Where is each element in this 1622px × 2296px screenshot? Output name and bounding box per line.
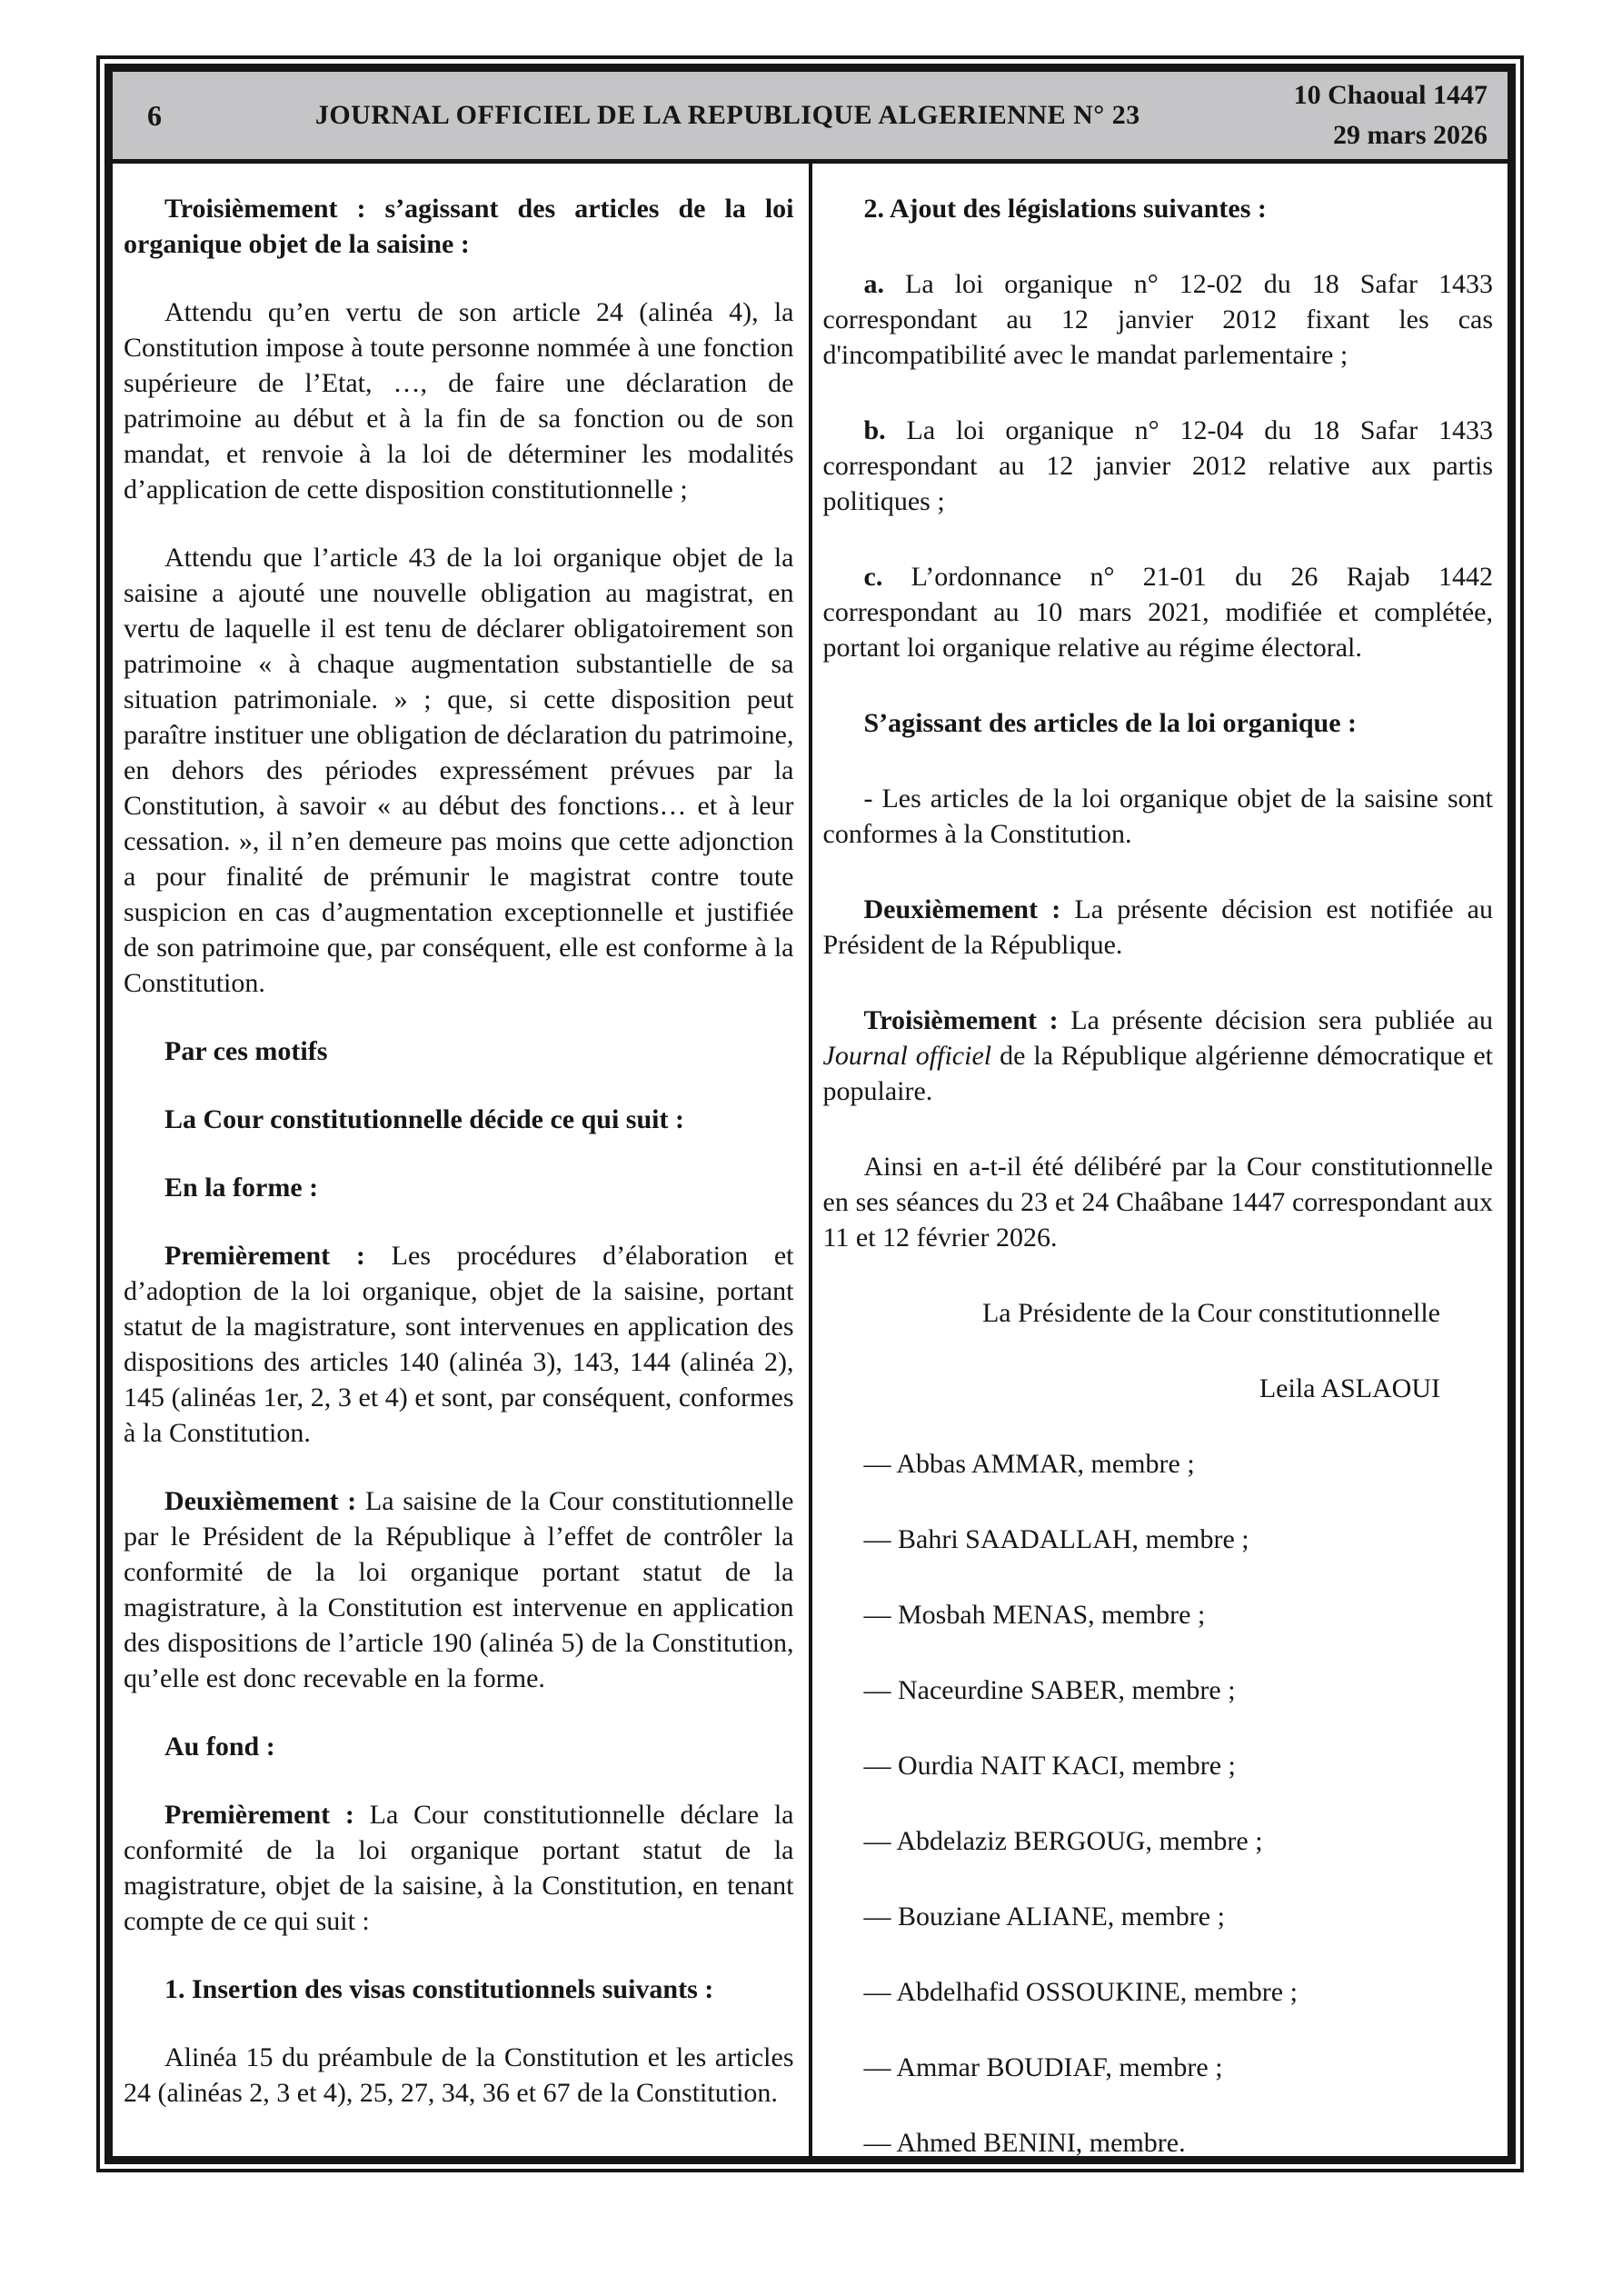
text-run: La loi organique n° 12-02 du 18 Safar 1433 correspondant au 12 janvier 2012 fixant les cas d'incompatibilité avec le mandat parlementaire ; [822, 269, 1493, 370]
member-item [823, 2125, 1494, 2161]
hijri-date: 10 Chaoual 1447 [1293, 80, 1488, 110]
section-heading [124, 1102, 794, 1137]
member-item [823, 1446, 1494, 1482]
text-run: de la République algérienne démocratique et populaire. [822, 1041, 1494, 1106]
page-body [113, 164, 1508, 2156]
text-run: La présente décision est notifiée au Président de la République. [822, 894, 1493, 960]
text-run: Troisièmement : [863, 1005, 1071, 1035]
body-paragraph [124, 540, 794, 1001]
text-run: — Abdelaziz BERGOUG, membre ; [863, 1826, 1263, 1856]
text-run: — Bouziane ALIANE, membre ; [863, 1902, 1225, 1932]
text-run: La présente décision sera publiée au [1070, 1005, 1493, 1035]
text-run: La Cour constitutionnelle déclare la conformité de la loi organique portant statut de la magistrature, objet de la saisine, à la Constitution, en tenant compte de ce qui suit : [124, 1800, 794, 1936]
section-heading [124, 1170, 794, 1205]
text-run: Alinéa 15 du préambule de la Constitution et les articles 24 (alinéas 2, 3 et 4), 25, 27, 34, 36 et 67 de la Constitution. [124, 2042, 794, 2108]
text-run: Attendu que l’article 43 de la loi organique objet de la saisine a ajouté une nouvelle obligation au magistrat, en vertu de laquelle il est tenu de déclarer obligatoirement son patrimoine « à chaque augmentation substantielle de sa situation patrimoniale. » ; que, si cette disposition peut paraître instituer une obligation de déclaration du patrimoine, en dehors des périodes expressément prévues par la Constitution, à savoir « au début des fonctions… et à leur cessation. », il n’en demeure pas moins que cette adjonction a pour finalité de prémunir le magistrat contre toute suspicion en cas d’augmentation exceptionnelle et justifiée de son patrimoine que, par conséquent, elle est conforme à la Constitution. [124, 543, 794, 998]
section-heading [823, 191, 1494, 226]
member-item [823, 1899, 1494, 1934]
section-heading [124, 1033, 794, 1069]
text-run: — Ahmed BENINI, membre. [863, 2128, 1186, 2158]
text-run: L’ordonnance n° 21-01 du 26 Rajab 1442 correspondant au 10 mars 2021, modifiée et complétée, portant loi organique relative au régime électoral. [822, 562, 1493, 663]
text-run: — Ourdia NAIT KACI, membre ; [863, 1751, 1236, 1781]
body-paragraph [823, 266, 1494, 373]
text-run: La Cour constitutionnelle décide ce qui suit : [164, 1104, 684, 1134]
text-run: La saisine de la Cour constitutionnelle par le Président de la République à l’effet de contrôler la conformité de la loi organique portant statut de la magistrature, à la Constitution est intervenue en application des dispositions de l’article 190 (alinéa 5) de la Constitution, qu’elle est donc recevable en la forme. [124, 1486, 794, 1693]
text-run: Troisièmement : s’agissant des articles de la loi organique objet de la saisine : [124, 194, 794, 259]
text-run: Premièrement : [164, 1241, 392, 1271]
member-item [823, 1522, 1494, 1557]
page-frame [96, 55, 1524, 2172]
section-heading [823, 705, 1494, 741]
signature-line [823, 1295, 1494, 1331]
text-run: La Présidente de la Cour constitutionnelle [981, 1298, 1440, 1328]
text-run: Par ces motifs [164, 1036, 328, 1066]
text-run: Au fond : [164, 1732, 275, 1762]
text-run: 1. Insertion des visas constitutionnels suivants : [164, 1974, 714, 2004]
body-paragraph [124, 294, 794, 507]
body-paragraph [124, 1238, 794, 1451]
text-run: La loi organique n° 12-04 du 18 Safar 1433 correspondant au 12 janvier 2012 relative aux partis politiques ; [822, 415, 1493, 516]
text-run: — Abdelhafid OSSOUKINE, membre ; [863, 1977, 1298, 2007]
text-run: — Naceurdine SABER, membre ; [863, 1675, 1236, 1705]
text-run: a. [863, 269, 905, 299]
body-paragraph [823, 1149, 1494, 1255]
text-run: Journal officiel [822, 1041, 992, 1071]
left-column [113, 164, 809, 2156]
issue-dates [1294, 75, 1488, 155]
body-paragraph [124, 1797, 794, 1939]
body-paragraph [823, 559, 1494, 665]
member-item [823, 1974, 1494, 2010]
member-item [823, 2050, 1494, 2085]
right-column [812, 164, 1508, 2156]
text-run: — Ammar BOUDIAF, membre ; [863, 2052, 1223, 2082]
body-paragraph [124, 1483, 794, 1696]
text-run: — Bahri SAADALLAH, membre ; [863, 1524, 1249, 1554]
member-item [823, 1597, 1494, 1632]
gregorian-date: 29 mars 2026 [1333, 120, 1488, 150]
member-item [823, 1672, 1494, 1708]
text-run: En la forme : [164, 1173, 319, 1203]
journal-header [113, 72, 1508, 164]
text-run: Leila ASLAOUI [1259, 1373, 1440, 1403]
signature-line [823, 1371, 1494, 1406]
section-heading [124, 1729, 794, 1764]
text-run: Deuxièmement : [863, 894, 1075, 924]
member-item [823, 1823, 1494, 1859]
section-heading [124, 191, 794, 262]
text-run: Ainsi en a-t-il été délibéré par la Cour constitutionnelle en ses séances du 23 et 24 Chaâbane 1447 correspondant aux 11 et 12 février 2026. [822, 1152, 1493, 1253]
page-number: 6 [147, 98, 162, 132]
body-paragraph [823, 1003, 1494, 1109]
text-run: Les procédures d’élaboration et d’adoption de la loi organique, objet de la saisine, portant statut de la magistrature, sont intervenues en application des dispositions des articles 140 (alinéa 3), 143, 144 (alinéa 2), 145 (alinéas 1er, 2, 3 et 4) et sont, par conséquent, conformes à la Constitution. [124, 1241, 794, 1448]
section-heading [124, 1972, 794, 2007]
text-run: S’agissant des articles de la loi organique : [863, 708, 1358, 738]
body-paragraph [124, 2040, 794, 2111]
text-run: Attendu qu’en vertu de son article 24 (alinéa 4), la Constitution impose à toute personne nommée à une fonction supérieure de l’Etat, …, de faire une déclaration de patrimoine au début et à la fin de sa fonction ou de son mandat, et renvoie à la loi de déterminer les modalités d’application de cette disposition constitutionnelle ; [124, 297, 794, 504]
body-paragraph [823, 892, 1494, 963]
text-run: 2. Ajout des législations suivantes : [863, 194, 1267, 224]
body-paragraph [823, 413, 1494, 519]
member-item [823, 1748, 1494, 1783]
text-run: - Les articles de la loi organique objet de la saisine sont conformes à la Constitution. [822, 784, 1493, 849]
text-run: Deuxièmement : [164, 1486, 365, 1516]
text-run: c. [863, 562, 911, 592]
body-paragraph [823, 781, 1494, 852]
page-frame-inner [104, 64, 1516, 2164]
journal-title: JOURNAL OFFICIEL DE LA REPUBLIQUE ALGERIENNE N° 23 [314, 100, 1140, 130]
text-run: — Mosbah MENAS, membre ; [863, 1600, 1206, 1630]
text-run: Premièrement : [164, 1800, 370, 1830]
text-run: b. [863, 415, 907, 445]
text-run: — Abbas AMMAR, membre ; [863, 1449, 1195, 1479]
